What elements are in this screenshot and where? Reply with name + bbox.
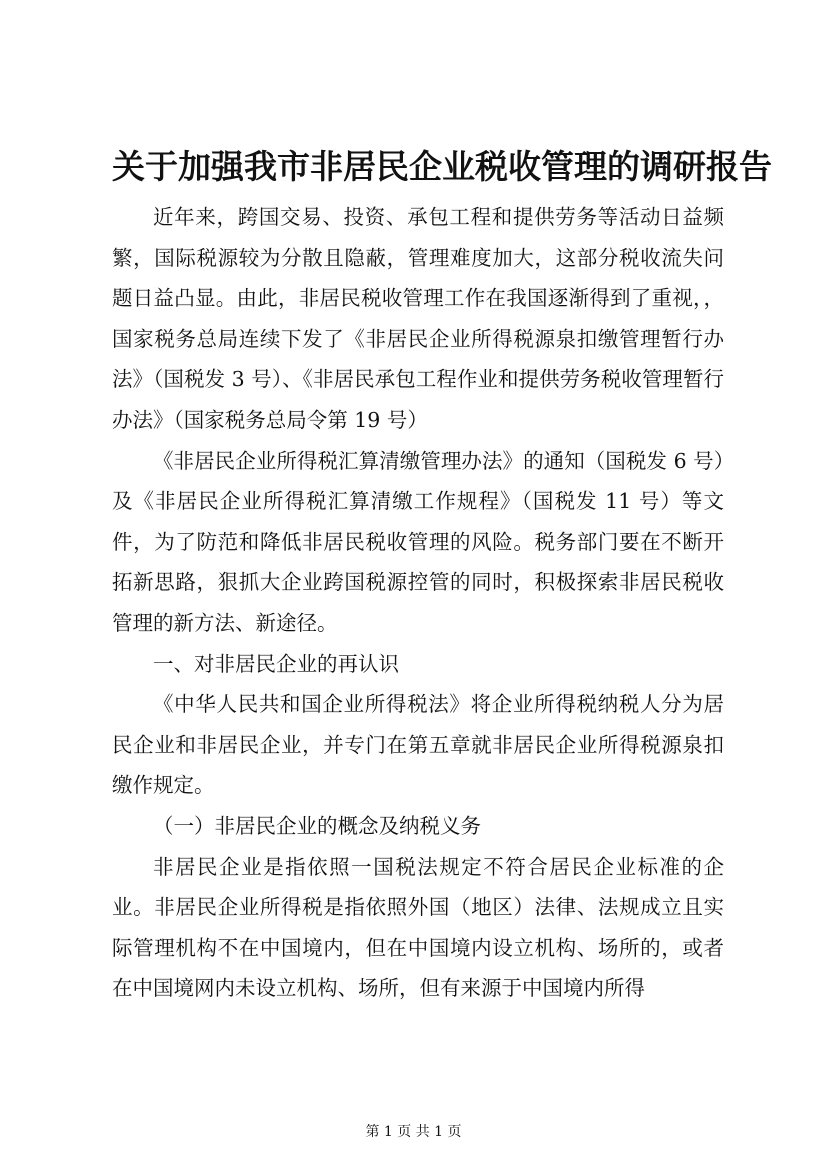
- paragraph-tax-law: 《中华人民共和国企业所得税法》将企业所得税纳税人分为居民企业和非居民企业，并专门在第五章就非居民企业所得税源泉扣缴作规定。: [112, 692, 724, 798]
- paragraph-definition: 非居民企业是指依照一国税法规定不符合居民企业标准的企业。非居民企业所得税是指依照外国（地区）法律、法规成立且实际管理机构不在中国境内，但在中国境内设立机构、场所的，或者在中国境网内未设立机构、场所，但有来源于中国境内所得: [112, 854, 724, 1001]
- subsection-heading-1: （一）非居民企业的概念及纳税义务: [153, 813, 481, 838]
- paragraph-intro: 近年来，跨国交易、投资、承包工程和提供劳务等活动日益频繁，国际税源较为分散且隐蔽，管理难度加大，这部分税收流失问题日益凸显。由此，非居民税收管理工作在我国逐渐得到了重视，，国家税务总局连续下发了《非居民企业所得税源泉扣缴管理暂行办法》（国税发 3 号）、《非居民承包工程作业和提供劳务税收管理暂行办法》（国家税务总局令第 19 号）: [112, 205, 724, 432]
- document-title: 关于加强我市非居民企业税收管理的调研报告: [112, 147, 772, 186]
- page-footer: 第 1 页 共 1 页: [365, 1124, 462, 1140]
- section-heading-1: 一、对非居民企业的再认识: [153, 651, 399, 676]
- document-body: [112, 197, 724, 1009]
- paragraph-regulations: 《非居民企业所得税汇算清缴管理办法》的通知（国税发 6 号）及《非居民企业所得税汇算清缴工作规程》（国税发 11 号）等文件，为了防范和降低非居民税收管理的风险。税务部门要在不断开拓新思路，狠抓大企业跨国税源控管的同时，积极探索非居民税收管理的新方法、新途径。: [112, 448, 724, 635]
